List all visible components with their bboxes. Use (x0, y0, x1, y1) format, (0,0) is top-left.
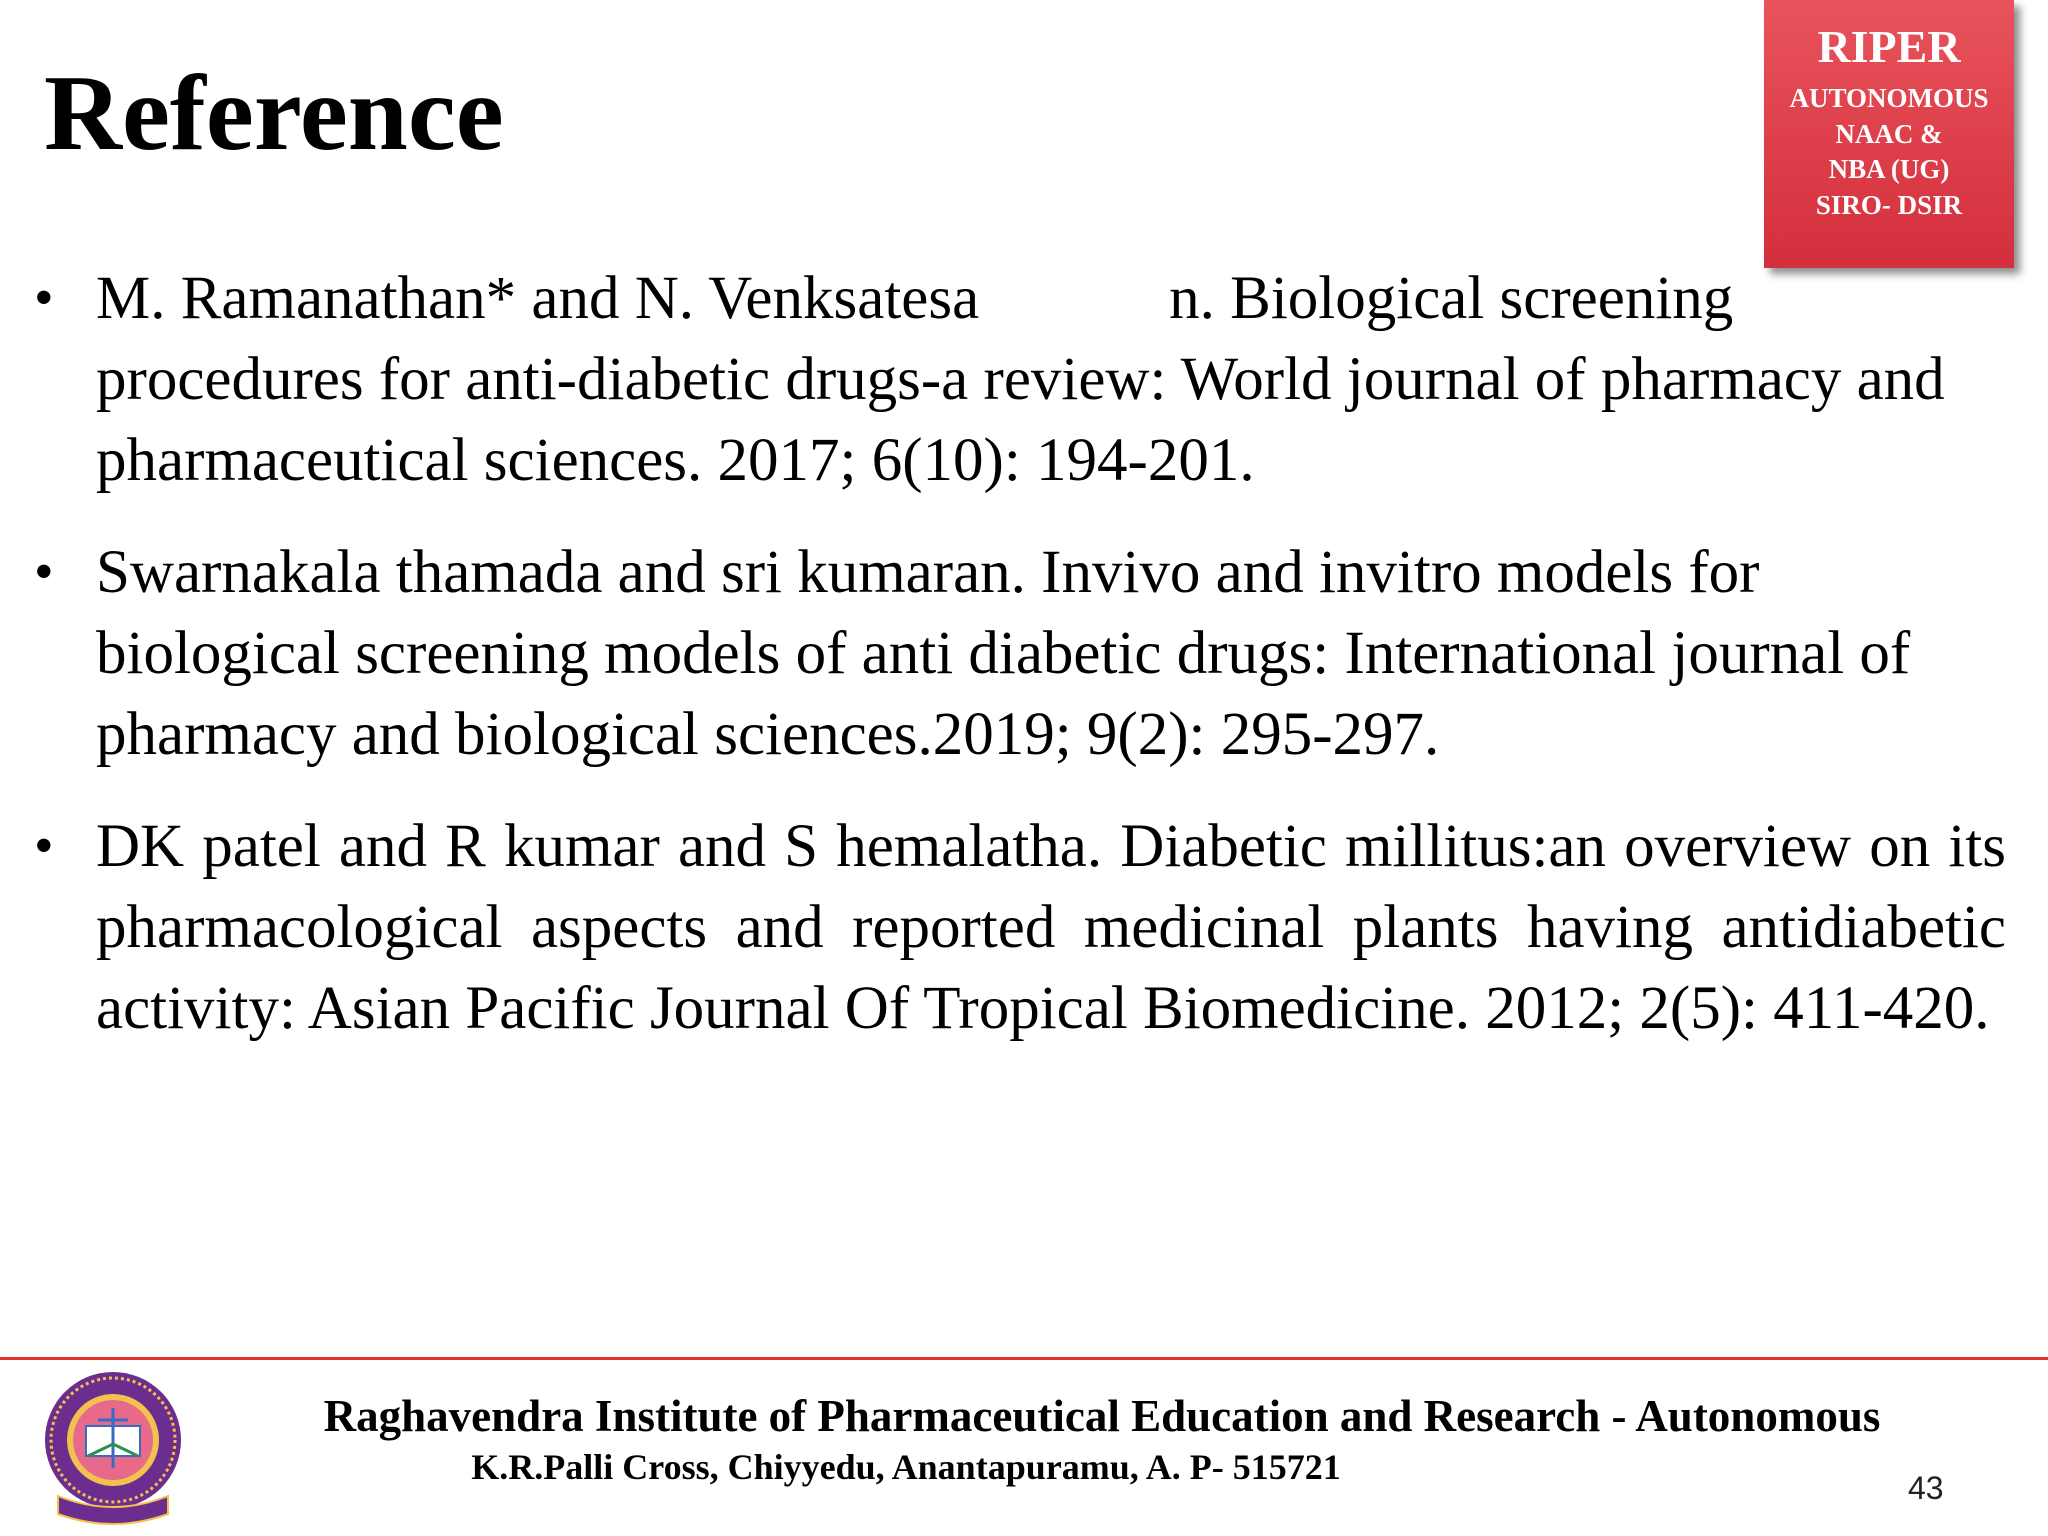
institute-emblem-icon (38, 1368, 188, 1526)
bullet: • (34, 541, 54, 603)
institute-name: Raghavendra Institute of Pharmaceutical Education and Research - Autonomous (323, 1391, 1881, 1441)
badge-main-label: RIPER (1817, 21, 1961, 72)
bullet: • (34, 267, 54, 329)
badge-line: NBA (UG) (1828, 154, 1950, 185)
badge-line: NAAC & (1835, 118, 1943, 149)
reference-text-part: M. Ramanathan* and N. Venksatesa (96, 265, 980, 332)
badge-line: AUTONOMOUS (1789, 82, 1989, 113)
reference-list (34, 258, 2006, 1080)
reference-item (34, 806, 2006, 1049)
slide-title: Reference (44, 54, 504, 173)
reference-text: Swarnakala thamada and sri kumaran. Invivo and invitro models for biological screening models of anti diabetic drugs: International journal of pharmacy and biological sciences.2019; 9(2): 295-297. (96, 539, 1911, 768)
footer-divider (0, 1357, 2048, 1360)
institute-address: K.R.Palli Cross, Chiyyedu, Anantapuramu, A. P- 515721 (471, 1447, 1341, 1487)
bullet: • (34, 815, 54, 877)
reference-text-part: n. Biological screening procedures for anti-diabetic drugs-a review: World journal of pharmacy and pharmaceutical sciences. 2017; 6(10): 194-201. (96, 265, 1945, 494)
badge-line: SIRO- DSIR (1815, 190, 1963, 221)
reference-item (34, 532, 2006, 775)
riper-badge (1764, 0, 2014, 268)
reference-text: DK patel and R kumar and S hemalatha. Diabetic millitus:an overview on its pharmacological aspects and reported medicinal plants having antidiabetic activity: Asian Pacific Journal Of Tropical Biomedicine. 2012; 2(5): 411-420. (96, 813, 2006, 1042)
reference-item (34, 258, 2006, 501)
page-number: 43 (1908, 1470, 1944, 1506)
